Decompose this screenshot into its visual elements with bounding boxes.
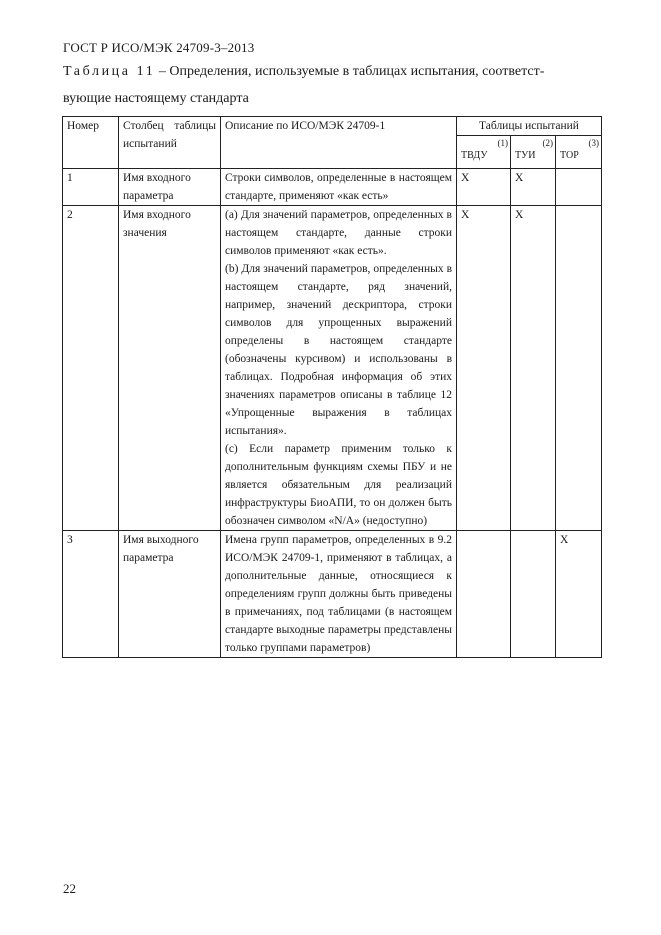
row-tui-mark: X <box>511 169 556 206</box>
row-description-part-b: (b) Для значений параметров, определенных в настоящем стандарте, ряд значений, например, значений дескриптора, строки символов для упрощенных выражений определены в настоящем стандарте (обозначены курсивом) и использованы в таблицах. Подробная информация об этих значениях параметров описаны в таблице 12 «Упрощенные выражения в таблицах испытания». <box>225 263 452 437</box>
subheader-tor-label: ТОР <box>560 150 579 161</box>
subheader-tvdu <box>457 136 511 169</box>
header-number: Номер <box>63 117 119 169</box>
row-tor-mark <box>556 206 602 531</box>
subheader-tor <box>556 136 602 169</box>
row-column: Имя входного параметра <box>119 169 221 206</box>
subheader-tvdu-label: ТВДУ <box>461 150 488 161</box>
table-caption-line2: вующие настоящему стандарта <box>63 91 249 106</box>
table-row <box>63 206 602 531</box>
table-row <box>63 169 602 206</box>
row-description <box>221 206 457 531</box>
row-tor-mark: X <box>556 531 602 658</box>
table-caption-text: – Определения, используемые в таблицах испытания, соответст- <box>155 64 545 79</box>
definitions-table <box>62 116 602 658</box>
subheader-tvdu-note: (1) <box>497 138 508 148</box>
row-tvdu-mark: X <box>457 206 511 531</box>
table-row <box>63 531 602 658</box>
table-header-row <box>63 117 602 136</box>
header-column: Столбец таблицы испытаний <box>119 117 221 169</box>
row-tui-mark: X <box>511 206 556 531</box>
row-column: Имя выходного параметра <box>119 531 221 658</box>
row-number: 2 <box>63 206 119 531</box>
row-tvdu-mark: X <box>457 169 511 206</box>
subheader-tor-note: (3) <box>588 138 599 148</box>
row-number: 3 <box>63 531 119 658</box>
document-header: ГОСТ Р ИСО/МЭК 24709-3–2013 <box>63 40 255 55</box>
subheader-tui-note: (2) <box>542 138 553 148</box>
row-tui-mark <box>511 531 556 658</box>
subheader-tui <box>511 136 556 169</box>
table-caption-label: Таблица 11 <box>63 64 156 79</box>
subheader-tui-label: ТУИ <box>515 150 536 161</box>
row-column: Имя входного значения <box>119 206 221 531</box>
row-description: Имена групп параметров, определенных в 9.2 ИСО/МЭК 24709-1, применяют в таблицах, а дополнительные данные, относящиеся к определениям групп должны быть приведены в примечаниях, под таблицами (в настоящем стандарте выходные параметры представлены только группами параметров) <box>221 531 457 658</box>
header-description: Описание по ИСО/МЭК 24709-1 <box>221 117 457 169</box>
table-caption-line1 <box>63 64 544 80</box>
page-number: 22 <box>63 881 76 896</box>
row-description-part-a: (a) Для значений параметров, определенных в настоящем стандарте, данные строки символов применяют «как есть». <box>225 209 452 257</box>
row-tvdu-mark <box>457 531 511 658</box>
header-tests: Таблицы испытаний <box>457 117 602 136</box>
row-number: 1 <box>63 169 119 206</box>
row-tor-mark <box>556 169 602 206</box>
row-description: Строки символов, определенные в настоящем стандарте, применяют «как есть» <box>221 169 457 206</box>
row-description-part-c: (c) Если параметр применим только к дополнительным функциям схемы ПБУ и не является обязательным для реализаций инфраструктуры БиоАПИ, то он должен быть обозначен символом «N/A» (недоступно) <box>225 443 452 527</box>
